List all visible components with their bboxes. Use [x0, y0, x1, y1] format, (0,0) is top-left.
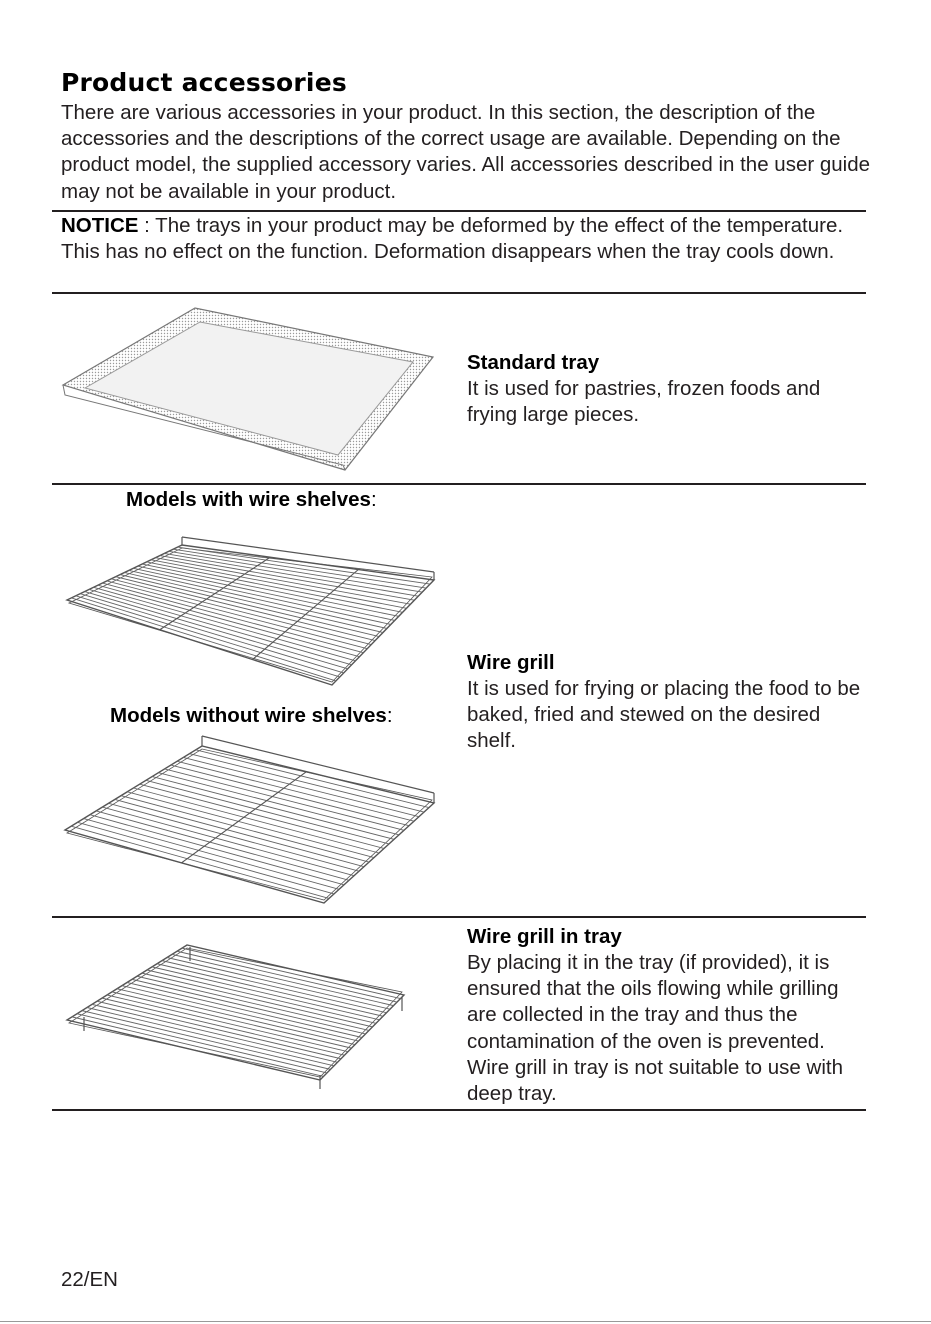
divider: [52, 1109, 866, 1111]
variant-label: Models with wire shelves: [126, 488, 371, 511]
wire-grill-in-tray-illustration: [62, 935, 437, 1100]
variant-label: Models without wire shelves: [110, 704, 387, 727]
divider: [52, 483, 866, 485]
wire-grill-illustration: [62, 525, 437, 690]
baking-tray-illustration: [55, 305, 440, 475]
standard-tray-heading: Standard tray: [467, 351, 600, 374]
wire-grill-in-tray-heading: Wire grill in tray: [467, 925, 622, 948]
wire-grill-heading: Wire grill: [467, 651, 555, 674]
standard-tray-description: It is used for pastries, frozen foods and frying large pieces.: [467, 377, 821, 427]
wire-grill-illustration: [62, 738, 437, 908]
notice-text: : The trays in your product may be deformed by the effect of the temperature. This has no effect on the function. Deformation disappears when the tray cools down.: [61, 214, 844, 264]
divider: [52, 292, 866, 294]
variant-colon: :: [386, 704, 393, 727]
notice-block: [61, 213, 861, 265]
models-without-wire-shelves-label: [110, 704, 393, 728]
notice-label: NOTICE: [61, 214, 139, 237]
page-title: Product accessories: [61, 68, 347, 97]
page-number: 22/EN: [61, 1268, 118, 1291]
divider: [52, 916, 866, 918]
variant-colon: :: [370, 488, 377, 511]
page-edge-line: [0, 1321, 931, 1322]
models-with-wire-shelves-label: [126, 488, 377, 512]
wire-grill-in-tray-description: By placing it in the tray (if provided), it is ensured that the oils flowing while grilling are collected in the tray and thus the contamination of the oven is prevented. Wire grill in tray is not suitable to use with deep tray.: [467, 951, 843, 1106]
wire-grill-description: It is used for frying or placing the food to be baked, fried and stewed on the desired shelf.: [467, 677, 861, 753]
intro-paragraph: There are various accessories in your product. In this section, the description of the accessories and the descriptions of the correct usage are available. Depending on the product model, the supplied accessory varies. All accessories described in the user guide may not be available in your product.: [61, 101, 871, 203]
divider: [52, 210, 866, 212]
